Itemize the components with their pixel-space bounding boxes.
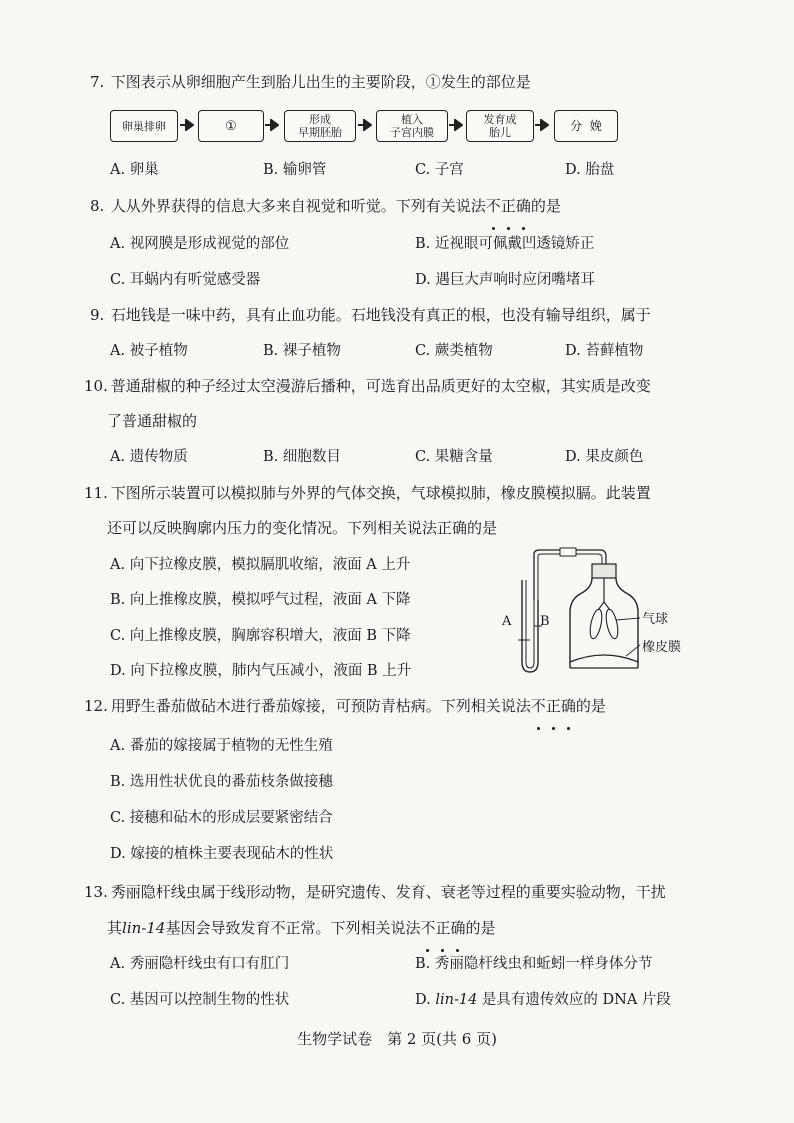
question-7 xyxy=(90,64,690,100)
label-membrane: 橡皮膜 xyxy=(642,640,682,655)
option-a[interactable]: A. 视网膜是形成视觉的部位 xyxy=(110,236,290,252)
arrow-right-icon xyxy=(449,119,463,131)
emphasis-text xyxy=(486,197,531,215)
label-a: A xyxy=(502,614,512,629)
option-d[interactable] xyxy=(415,988,671,1009)
arrow-right-icon xyxy=(358,119,372,131)
arrow-right-icon xyxy=(265,119,279,131)
emphasis-char: 确 xyxy=(561,688,576,724)
arrow-right-icon xyxy=(535,119,549,131)
options-row xyxy=(110,445,690,475)
flow-diagram xyxy=(110,110,620,144)
option-c[interactable]: C. 耳蜗内有听觉感受器 xyxy=(110,272,261,288)
bell-jar-diagram xyxy=(500,540,700,680)
label-b: B xyxy=(540,614,550,629)
emphasis-char: 正 xyxy=(546,688,561,724)
emphasis-char: 不 xyxy=(531,688,546,724)
question-text: 普通甜椒的种子经过太空漫游后播种，可选育出品质更好的太空椒，其实质是改变 xyxy=(110,377,651,395)
option-c[interactable]: C. 基因可以控制生物的性状 xyxy=(110,992,290,1008)
question-9 xyxy=(90,297,690,333)
option-b[interactable]: B. 秀丽隐杆线虫和蚯蚓一样身体分节 xyxy=(415,956,653,972)
question-number: 11. xyxy=(84,484,108,502)
question-number: 12. xyxy=(84,697,108,715)
question-text: 秀丽隐杆线虫属于线形动物，是研究遗传、发育、衰老等过程的重要实验动物，干扰 xyxy=(110,883,666,901)
option-a[interactable]: A. 被子植物 xyxy=(110,343,188,359)
option-b[interactable]: B. 选用性状优良的番茄枝条做接穗 xyxy=(110,774,333,790)
question-text-end: 的是 xyxy=(465,919,496,937)
question-number: 8. xyxy=(90,197,105,215)
option-b[interactable]: B. 近视眼可佩戴凹透镜矫正 xyxy=(415,236,595,252)
option-d[interactable]: D. 果皮颜色 xyxy=(565,449,644,465)
options-row xyxy=(110,339,690,369)
option-b[interactable]: B. 细胞数目 xyxy=(263,449,341,465)
option-a[interactable]: A. 遗传物质 xyxy=(110,449,188,465)
option-d[interactable]: D. 向下拉橡皮膜，肺内气压减小，液面 B 上升 xyxy=(110,663,412,679)
question-text: 下图所示装置可以模拟肺与外界的气体交换，气球模拟肺，橡皮膜模拟膈。此装置 xyxy=(110,484,651,502)
gene-name: lin-14 xyxy=(435,992,478,1008)
question-13 xyxy=(84,874,690,910)
question-text-end: 的是 xyxy=(530,197,561,215)
option-d[interactable]: D. 遇巨大声响时应闭嘴堵耳 xyxy=(415,272,595,288)
question-text: 基因会导致发育不正常。下列相关说法 xyxy=(165,919,421,937)
lung-model-figure xyxy=(500,540,700,680)
emphasis-char: 正 xyxy=(435,910,450,946)
option-b[interactable]: B. 裸子植物 xyxy=(263,343,341,359)
flow-step: 发育成 胎儿 xyxy=(466,110,534,142)
emphasis-char: 确 xyxy=(450,910,465,946)
options-row xyxy=(110,158,690,188)
question-8 xyxy=(90,188,690,224)
option-d[interactable]: D. 胎盘 xyxy=(565,162,615,178)
option-letter: D. xyxy=(415,992,431,1008)
emphasis-char: 不 xyxy=(420,910,435,946)
emphasis-char: 正 xyxy=(501,188,516,224)
question-12 xyxy=(84,688,690,724)
emphasis-char: 确 xyxy=(516,188,531,224)
option-d[interactable]: D. 苔藓植物 xyxy=(565,343,644,359)
question-text: 人从外界获得的信息大多来自视觉和听觉。下列有关说法 xyxy=(110,197,486,215)
question-text: 下图表示从卵细胞产生到胎儿出生的主要阶段，①发生的部位是 xyxy=(110,73,531,91)
option-b[interactable]: B. 向上推橡皮膜，模拟呼气过程，液面 A 下降 xyxy=(110,592,411,608)
flow-step: 分 娩 xyxy=(554,110,618,142)
emphasis-text xyxy=(420,919,465,937)
question-text: 其 xyxy=(107,919,123,937)
question-number: 9. xyxy=(90,306,105,324)
option-c[interactable]: C. 蕨类植物 xyxy=(415,343,493,359)
question-number: 7. xyxy=(90,73,105,91)
option-a[interactable]: A. 番茄的嫁接属于植物的无性生殖 xyxy=(110,738,333,754)
question-11 xyxy=(84,475,690,511)
question-number: 10. xyxy=(84,377,108,395)
option-d[interactable]: D. 嫁接的植株主要表现砧木的性状 xyxy=(110,846,334,862)
emphasis-text xyxy=(531,697,576,715)
arrow-right-icon xyxy=(180,119,194,131)
flow-step: 卵巢排卵 xyxy=(110,110,178,142)
flow-step: 形成 早期胚胎 xyxy=(284,110,356,142)
question-text-end: 的是 xyxy=(575,697,606,715)
question-13-line2 xyxy=(107,910,707,946)
option-c[interactable]: C. 向上推橡皮膜，胸廓容积增大，液面 B 下降 xyxy=(110,628,411,644)
question-number: 13. xyxy=(84,883,108,901)
question-11-line2: 还可以反映胸廓内压力的变化情况。下列相关说法正确的是 xyxy=(107,519,498,537)
option-text: 是具有遗传效应的 DNA 片段 xyxy=(481,992,671,1008)
question-text: 石地钱是一味中药，具有止血功能。石地钱没有真正的根，也没有输导组织，属于 xyxy=(110,306,651,324)
option-c[interactable]: C. 子宫 xyxy=(415,162,464,178)
page-footer: 生物学试卷 第 2 页(共 6 页) xyxy=(297,1030,497,1048)
flow-step: 植入 子宫内膜 xyxy=(376,110,448,142)
option-a[interactable]: A. 卵巢 xyxy=(110,162,159,178)
option-c[interactable]: C. 接穗和砧木的形成层要紧密结合 xyxy=(110,810,333,826)
question-10 xyxy=(84,368,690,404)
emphasis-char: 不 xyxy=(486,188,501,224)
label-balloon: 气球 xyxy=(642,612,669,627)
question-text: 用野生番茄做砧木进行番茄嫁接，可预防青枯病。下列相关说法 xyxy=(110,697,531,715)
question-10-line2: 了普通甜椒的 xyxy=(107,412,198,430)
option-a[interactable]: A. 向下拉橡皮膜，模拟膈肌收缩，液面 A 上升 xyxy=(110,557,411,573)
option-b[interactable]: B. 输卵管 xyxy=(263,162,327,178)
flow-step: ① xyxy=(198,110,264,142)
option-c[interactable]: C. 果糖含量 xyxy=(415,449,493,465)
gene-name: lin-14 xyxy=(122,919,166,937)
option-a[interactable]: A. 秀丽隐杆线虫有口有肛门 xyxy=(110,956,290,972)
